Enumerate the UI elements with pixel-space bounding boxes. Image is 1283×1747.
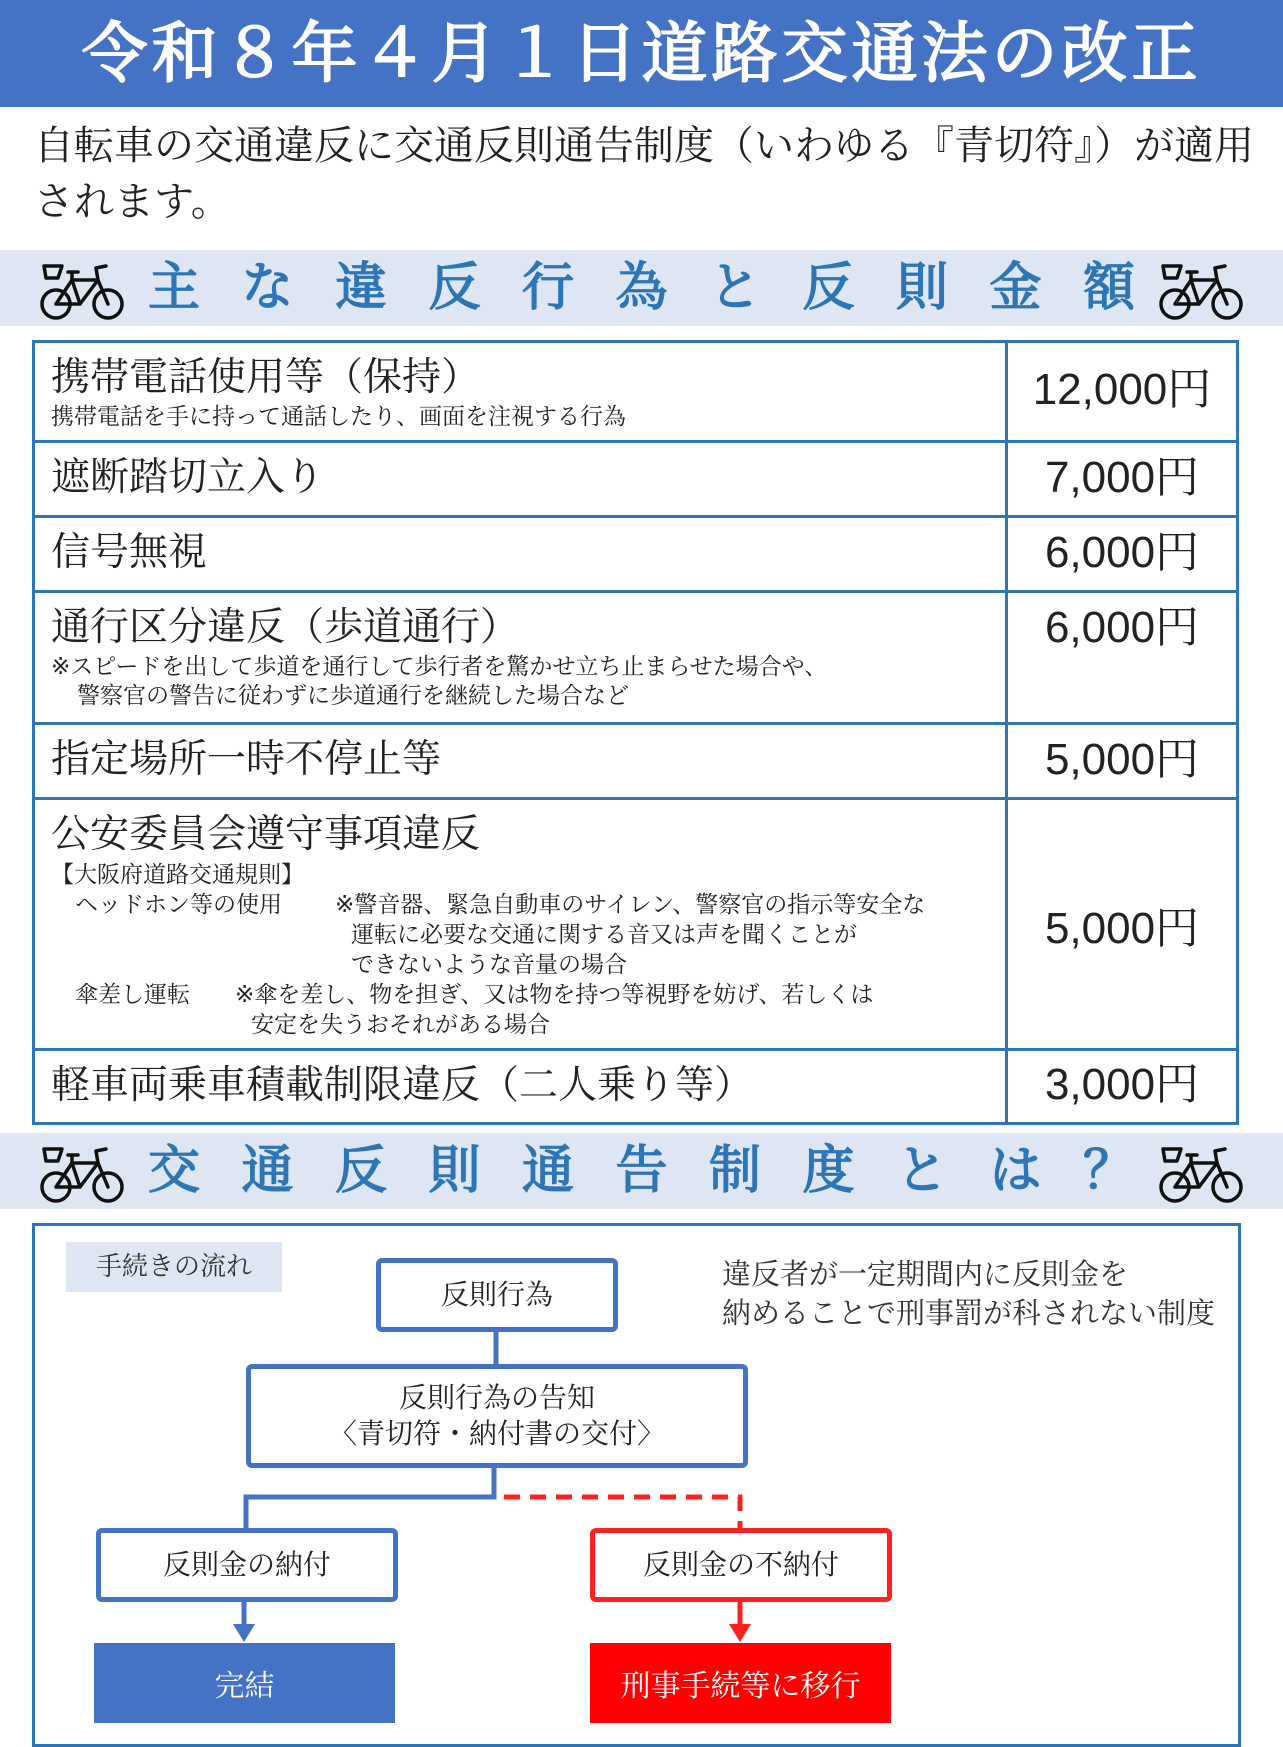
bicycle-icon	[1155, 1141, 1247, 1205]
rules-heading: 【大阪府道路交通規則】	[51, 862, 304, 888]
title-char: 主	[148, 258, 201, 318]
title-char: 通	[241, 1141, 294, 1201]
flow-step-label: 反則金の納付	[162, 1548, 331, 1581]
violation-name: 信号無視	[51, 530, 208, 575]
violation-name: 軽車両乗車積載制限違反（二人乗り等）	[51, 1063, 754, 1108]
rule-text: できないような音量の場合	[351, 952, 627, 978]
fine-amount: 3,000円	[1007, 1050, 1238, 1124]
rule-label: ヘッドホン等の使用	[75, 892, 282, 918]
title-char: 度	[802, 1141, 855, 1201]
table-row	[34, 1050, 1238, 1124]
title-char: と	[709, 258, 762, 318]
violation-name: 遮断踏切立入り	[51, 455, 325, 500]
fine-amount: 12,000円	[1007, 342, 1238, 442]
section-title-system	[148, 1133, 1135, 1209]
section-band-fines	[0, 250, 1283, 326]
table-row	[34, 517, 1238, 592]
title-char: 則	[896, 258, 949, 318]
flow-step-unpaid	[590, 1528, 892, 1602]
title-char: 額	[1083, 258, 1136, 318]
title-char: 反	[335, 1141, 388, 1201]
bicycle-icon	[36, 258, 128, 322]
violation-note: 警察官の警告に従わずに歩道通行を継続した場合など	[77, 683, 629, 709]
intro-text: 自転車の交通違反に交通反則通告制度（いわゆる『青切符』）が適用されます。	[34, 123, 1254, 225]
title-char: 制	[709, 1141, 762, 1201]
title-char: 違	[335, 258, 388, 318]
description-line: 納めることで刑事罰が科されない制度	[722, 1296, 1216, 1330]
violation-note: ※スピードを出して歩道を通行して歩行者を驚かせ立ち止まらせた場合や、	[51, 654, 828, 680]
flow-step-violation	[376, 1258, 618, 1332]
title-char: 反	[428, 258, 481, 318]
rule-text: ※傘を差し、物を担ぎ、又は物を持つ等視野を妨げ、若しくは	[235, 982, 874, 1008]
title-char: な	[241, 258, 294, 318]
flow-result-complete	[94, 1643, 395, 1723]
title-char: と	[896, 1141, 949, 1201]
title-char: 交	[148, 1141, 201, 1201]
fine-amount: 5,000円	[1007, 724, 1238, 799]
title-char: ？	[1083, 1141, 1136, 1201]
table-row	[34, 442, 1238, 517]
flow-step-label: 反則行為	[440, 1278, 553, 1311]
violation-name: 通行区分違反（歩道通行）	[51, 605, 520, 650]
flow-result-label: 完結	[214, 1669, 275, 1704]
bicycle-icon	[1155, 258, 1247, 322]
flow-result-label: 刑事手続等に移行	[620, 1669, 861, 1704]
title-char: は	[989, 1141, 1042, 1201]
fine-amount: 5,000円	[1007, 799, 1238, 1050]
title-char: 反	[802, 258, 855, 318]
fine-amount: 6,000円	[1007, 592, 1238, 724]
flow-step-label: 反則行為の告知	[398, 1381, 595, 1414]
section-title-fines	[148, 250, 1135, 326]
table-row	[34, 724, 1238, 799]
rule-label: 傘差し運転	[75, 982, 190, 1008]
table-row	[34, 799, 1238, 1050]
title-char: 為	[615, 258, 668, 318]
rule-text: 安定を失うおそれがある場合	[251, 1012, 550, 1038]
violation-note: 携帯電話を手に持って通話したり、画面を注視する行為	[51, 404, 626, 430]
violation-name: 携帯電話使用等（保持）	[51, 355, 481, 400]
rule-text: 運転に必要な交通に関する音又は声を聞くことが	[351, 922, 857, 948]
flow-result-criminal	[590, 1643, 891, 1723]
table-row	[34, 342, 1238, 442]
bicycle-icon	[36, 1141, 128, 1205]
flow-step-paid	[96, 1528, 398, 1602]
title-char: 則	[428, 1141, 481, 1201]
flow-label: 手続きの流れ	[66, 1242, 282, 1292]
title-char: 通	[522, 1141, 575, 1201]
page-title: 令和８年４月１日道路交通法の改正	[0, 0, 1283, 107]
flow-step-notice	[246, 1364, 748, 1468]
table-row	[34, 592, 1238, 724]
flow-step-sublabel: 〈青切符・納付書の交付〉	[328, 1417, 665, 1450]
description-line: 違反者が一定期間内に反則金を	[722, 1257, 1129, 1291]
fines-table	[32, 340, 1239, 1125]
system-description	[722, 1255, 1242, 1333]
violation-name: 指定場所一時不停止等	[51, 737, 442, 782]
violation-name: 公安委員会遵守事項違反	[51, 812, 481, 857]
fine-amount: 7,000円	[1007, 442, 1238, 517]
title-char: 金	[989, 258, 1042, 318]
flow-step-label: 反則金の不納付	[642, 1548, 839, 1581]
title-char: 告	[615, 1141, 668, 1201]
fine-amount: 6,000円	[1007, 517, 1238, 592]
rule-text: ※警音器、緊急自動車のサイレン、警察官の指示等安全な	[335, 892, 926, 918]
title-char: 行	[522, 258, 575, 318]
section-band-system	[0, 1133, 1283, 1209]
